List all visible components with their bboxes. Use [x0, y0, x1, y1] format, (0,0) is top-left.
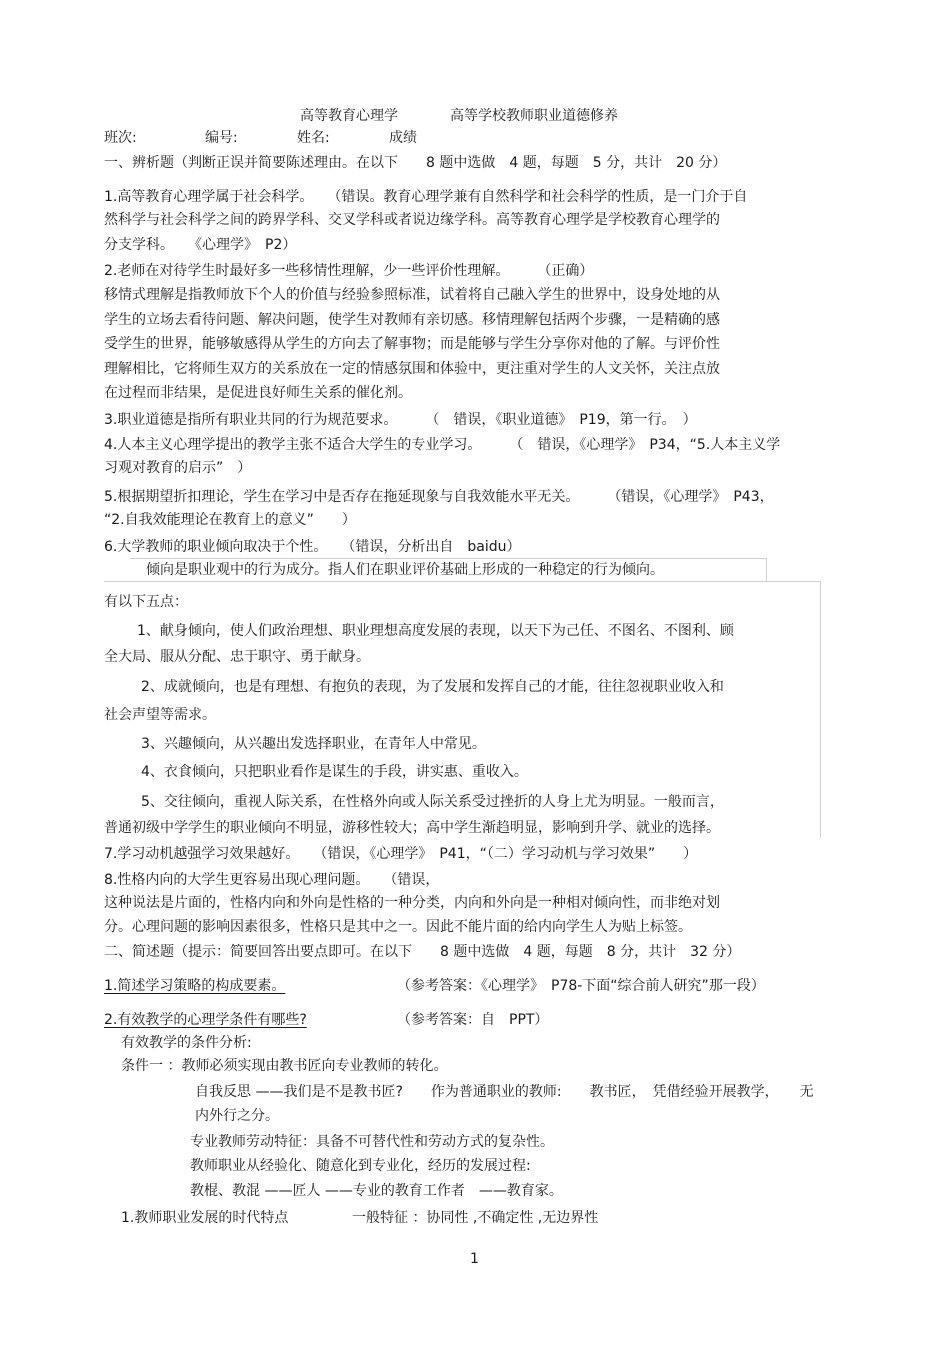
q8-line: 分。心理问题的影响因素很多，性格只是其中之一。因此不能片面的给内向学生人为贴上标签。 — [104, 919, 692, 935]
q4-line: 4.人本主义心理学提出的教学主张不适合大学生的专业学习。 （ 错误，《心理学》 P34，“5.人本主义学 — [104, 437, 781, 453]
q2-line: 学生的立场去看待问题、解决问题，使学生对教师有亲切感。移情理解包括两个步骤，一是精确的感 — [104, 312, 720, 328]
q6-point-line: 社会声望等需求。 — [104, 707, 216, 723]
q5-line: 5.根据期望折扣理论，学生在学习中是否存在拖延现象与自我效能水平无关。 （错误，《心理学》 P43， — [104, 489, 774, 505]
era-title: 1.教师职业发展的时代特点 — [121, 1210, 289, 1226]
q1-line: 然科学与社会科学之间的跨界学科、交叉学科或者说边缘学科。高等教育心理学是学校教育心理学的 — [104, 212, 720, 228]
q2-line: 理解相比，它将师生双方的关系放在一定的情感氛围和体验中，更注重对学生的人文关怀，关注点放 — [104, 361, 720, 377]
q2-line: 移情式理解是指教师放下个人的价值与经验参照标准，试着将自己融入学生的世界中，设身处地的从 — [104, 287, 720, 303]
page-number: 1 — [470, 1251, 479, 1267]
number-label: 编号: — [205, 130, 238, 146]
condition-one: 条件一 ：教师必须实现由教书匠向专业教师的转化。 — [121, 1058, 448, 1074]
q6-point-line: 普通初级中学学生的职业倾向不明显，游移性较大；高中学生渐趋明显，影响到升学、就业的选择。 — [104, 820, 720, 836]
section1-heading: 一、辨析题（判断正误并简要陈述理由。在以下 8 题中选做 4 题，每题 5 分，共计 20 分） — [104, 155, 727, 171]
q6-point-line: 全大局、服从分配、忠于职守、勇于献身。 — [104, 649, 370, 665]
era-features: 一般特征 ：协同性 ,不确定性 ,无边界性 — [352, 1210, 599, 1226]
title-right: 高等学校教师职业道德修养 — [450, 108, 618, 124]
stages-line: 教棍、教混 ——匠人 ——专业的教育工作者 ——教育家。 — [190, 1183, 563, 1199]
reflect-line: 自我反思 ——我们是不是教书匠? 作为普通职业的教师: 教书匠， 凭借经验开展教学， 无 — [195, 1084, 814, 1100]
q2-line: 受学生的世界，能够敏感得从学生的方向去了解事物；而是能够与学生分享你对他的了解。与评价性 — [104, 336, 720, 352]
q8-line: 这种说法是片面的，性格内向和外向是性格的一种分类，内向和外向是一种相对倾向性，而非绝对划 — [104, 895, 720, 911]
title-left: 高等教育心理学 — [300, 108, 398, 124]
q7-line: 7.学习动机越强学习效果越好。 （错误，《心理学》 P41，“（二）学习动机与学习效果” ） — [104, 846, 698, 862]
q6-point-line: 3、兴趣倾向，从兴趣出发选择职业，在青年人中常见。 — [141, 736, 486, 752]
q6-point-line: 5、交往倾向，重视人际关系，在性格外向或人际关系受过挫折的人身上尤为明显。一般而言， — [141, 794, 724, 810]
section2-heading: 二、简述题（提示：简要回答出要点即可。在以下 8 题中选做 4 题，每题 8 分，共计 32 分） — [104, 944, 741, 960]
q6-points-intro: 有以下五点： — [104, 594, 188, 610]
q2-line: 2.老师在对待学生时最好多一些移情性理解，少一些评价性理解。 （正确） — [104, 263, 594, 279]
q3-line: 3.职业道德是指所有职业共同的行为规范要求。 （ 错误，《职业道德》 P19，第一行。 ） — [104, 412, 697, 428]
process-line: 教师职业从经验化、随意化到专业化，经历的发展过程: — [190, 1158, 531, 1174]
q6-point-line: 2、成就倾向，也是有理想、有抱负的表现，为了发展和发挥自己的才能，往往忽视职业收入和 — [141, 679, 724, 695]
q4-line: 习观对教育的启示” ） — [104, 460, 252, 476]
q2-line: 在过程而非结果，是促进良好师生关系的催化剂。 — [104, 385, 412, 401]
class-label: 班次: — [104, 130, 137, 146]
q1-line: 1.高等教育心理学属于社会科学。 （错误。教育心理学兼有自然科学和社会科学的性质，是一门介于自 — [104, 189, 748, 205]
s2-q2-ref: （参考答案：自 PPT） — [397, 1012, 549, 1028]
q6-point-line: 1、献身倾向，使人们政治理想、职业理想高度发展的表现，以天下为己任、不图名、不图利、顾 — [137, 623, 734, 639]
reflect-line: 内外行之分。 — [195, 1108, 279, 1124]
feature-line: 专业教师劳动特征：具备不可替代性和劳动方式的复杂性。 — [190, 1134, 554, 1150]
name-label: 姓名: — [297, 130, 330, 146]
q6-line: 6.大学教师的职业倾向取决于个性。 （错误，分析出自 baidu） — [104, 539, 521, 555]
s2-q2-title: 2.有效教学的心理学条件有哪些? — [104, 1012, 307, 1028]
s2-q1-ref: （参考答案：《心理学》 P78-下面“综合前人研究”那一段） — [397, 978, 765, 994]
q6-boxed-line: 倾向是职业观中的行为成分。指人们在职业评价基础上形成的一种稳定的行为倾向。 — [146, 562, 664, 578]
q6-point-line: 4、衣食倾向，只把职业看作是谋生的手段，讲实惠、重收入。 — [141, 764, 528, 780]
score-label: 成绩 — [389, 130, 417, 146]
q1-line: 分支学科。 《心理学》 P2） — [104, 237, 297, 253]
s2-q1-title: 1.简述学习策略的构成要素。 — [104, 978, 286, 994]
analysis-title: 有效教学的条件分析: — [121, 1035, 252, 1051]
q8-line: 8.性格内向的大学生更容易出现心理问题。 （错误， — [104, 872, 440, 888]
q5-line: “2.自我效能理论在教育上的意义” ） — [104, 512, 356, 528]
